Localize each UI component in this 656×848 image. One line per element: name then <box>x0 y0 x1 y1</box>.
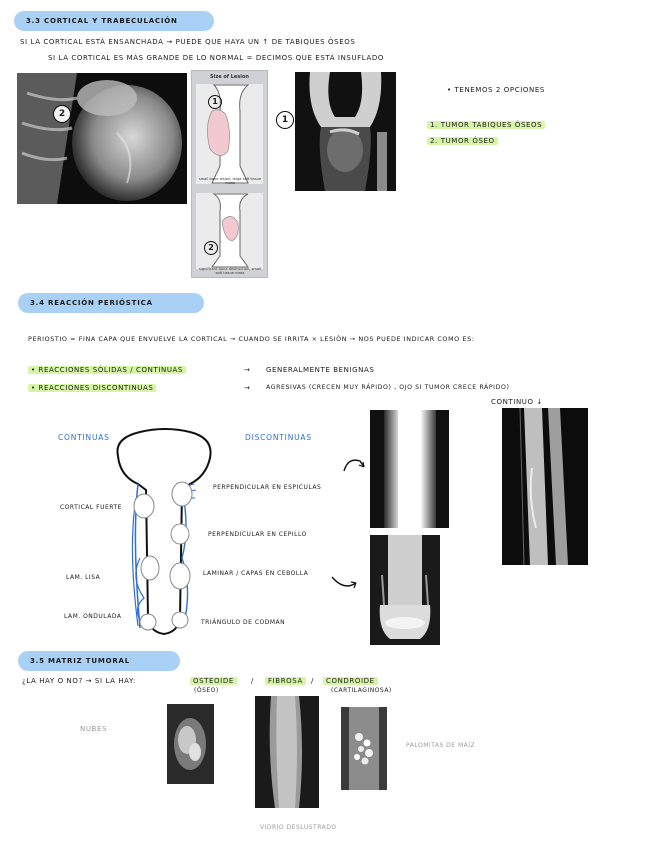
bone-diagram <box>110 428 220 640</box>
diagram-label-continuas: CONTINUAS <box>58 433 110 442</box>
separator: / <box>311 677 314 685</box>
reaction-row-value: GENERALMENTE BENIGNAS <box>266 366 375 374</box>
diagram-right-label: PERPENDICULAR EN CEPILLO <box>208 531 307 538</box>
figure-number: 1 <box>276 111 294 129</box>
diagram-label-discontinuas: DISCONTINUAS <box>245 433 312 442</box>
matrix-option-sub: (ÓSEO) <box>194 687 219 694</box>
mri-knee-graphic <box>295 72 396 191</box>
xray-osteoid-matrix <box>167 704 214 784</box>
figure-number: 1 <box>208 95 222 109</box>
diagram-right-label: PERPENDICULAR EN ESPICULAS <box>213 484 322 491</box>
highlight: FIBROSA <box>265 677 306 685</box>
xray-fibrous-matrix <box>255 696 319 808</box>
reaction-row-label <box>28 366 186 374</box>
curved-arrow-icon <box>330 573 360 593</box>
highlight: • REACCIONES SÓLIDAS / CONTINUAS <box>28 366 186 374</box>
matrix-option-sub: (CARTILAGINOSA) <box>331 687 392 694</box>
xray-continuous-graphic <box>502 408 588 565</box>
label-nubes: NUBES <box>80 725 108 733</box>
arrow: → <box>244 384 251 392</box>
options-title: • TENEMOS 2 OPCIONES <box>447 86 545 94</box>
xray-chondroid-matrix <box>341 707 387 790</box>
separator: / <box>251 677 254 685</box>
option-item <box>427 121 545 129</box>
diagram-left-label: CORTICAL FUERTE <box>60 504 122 511</box>
size-of-lesion-diagram <box>191 70 268 278</box>
matrix-option <box>323 677 378 685</box>
reaction-row-label <box>28 384 156 392</box>
section-heading-3-5: 3.5 MATRIZ TUMORAL <box>18 651 180 671</box>
diagram-caption: significant bone destruction, small soft tissue mass <box>198 267 262 276</box>
matrix-option <box>265 677 306 685</box>
diagram-left-label: LAM. ONDULADA <box>64 613 122 620</box>
label-vidrio: VIDRIO DESLUSTRADO <box>260 824 337 831</box>
xray-laminar-graphic <box>370 535 440 645</box>
xray-chondroid-graphic <box>341 707 387 790</box>
continuo-label: CONTINUO ↓ <box>491 398 543 406</box>
xray-spiculated-graphic <box>370 410 449 528</box>
section-heading-3-3: 3.3 CORTICAL Y TRABECULACIÓN <box>14 11 214 31</box>
intro-line: PERIOSTIO = FINA CAPA QUE ENVUELVE LA CORTICAL → CUANDO SE IRRITA × LESIÓN → NOS PUEDE INDICAR COMO ES: <box>28 335 475 343</box>
diagram-caption: small bone lesion, large soft tissue mass <box>198 177 262 186</box>
highlight: 1. TUMOR TABIQUES ÓSEOS <box>427 121 545 129</box>
section-heading-3-4: 3.4 REACCIÓN PERIÓSTICA <box>18 293 204 313</box>
option-item <box>427 137 498 145</box>
diagram-right-label: TRIÁNGULO DE CODMAN <box>201 619 286 626</box>
highlight: CONDROIDE <box>323 677 378 685</box>
highlight: • REACCIONES DISCONTINUAS <box>28 384 156 392</box>
highlight: 2. TUMOR ÓSEO <box>427 137 498 145</box>
highlight: OSTEOIDE <box>190 677 237 685</box>
mri-knee <box>295 72 396 191</box>
matrix-option <box>190 677 237 685</box>
xray-osteoid-graphic <box>167 704 214 784</box>
xray-spiculated <box>370 410 449 528</box>
xray-shoulder-graphic <box>17 73 187 204</box>
text-line: SI LA CORTICAL ESTÁ ENSANCHADA → PUEDE QUE HAYA UN ↑ DE TABIQUES ÓSEOS <box>20 38 356 46</box>
xray-fibrous-graphic <box>255 696 319 808</box>
label-palomitas: PALOMITAS DE MAÍZ <box>406 742 476 749</box>
diagram-left-label: LAM. LISA <box>66 574 101 581</box>
diagram-title: Size of Lesion <box>210 74 249 80</box>
curved-arrow-icon <box>342 455 368 475</box>
question-line: ¿LA HAY O NO? → SI LA HAY: <box>22 677 136 685</box>
figure-number: 2 <box>204 241 218 255</box>
text-line: SI LA CORTICAL ES MÁS GRANDE DE LO NORMAL = DECIMOS QUE ESTÁ INSUFLADO <box>48 54 384 62</box>
xray-laminar <box>370 535 440 645</box>
diagram-right-label: LAMINAR / CAPAS EN CEBOLLA <box>203 570 309 577</box>
xray-shoulder <box>17 73 187 204</box>
xray-continuous <box>502 408 588 565</box>
reaction-row-value: AGRESIVAS (CRECEN MUY RÁPIDO) , OJO SI TUMOR CRECE RÁPIDO) <box>266 384 510 391</box>
figure-number: 2 <box>53 105 71 123</box>
arrow: → <box>244 366 251 374</box>
